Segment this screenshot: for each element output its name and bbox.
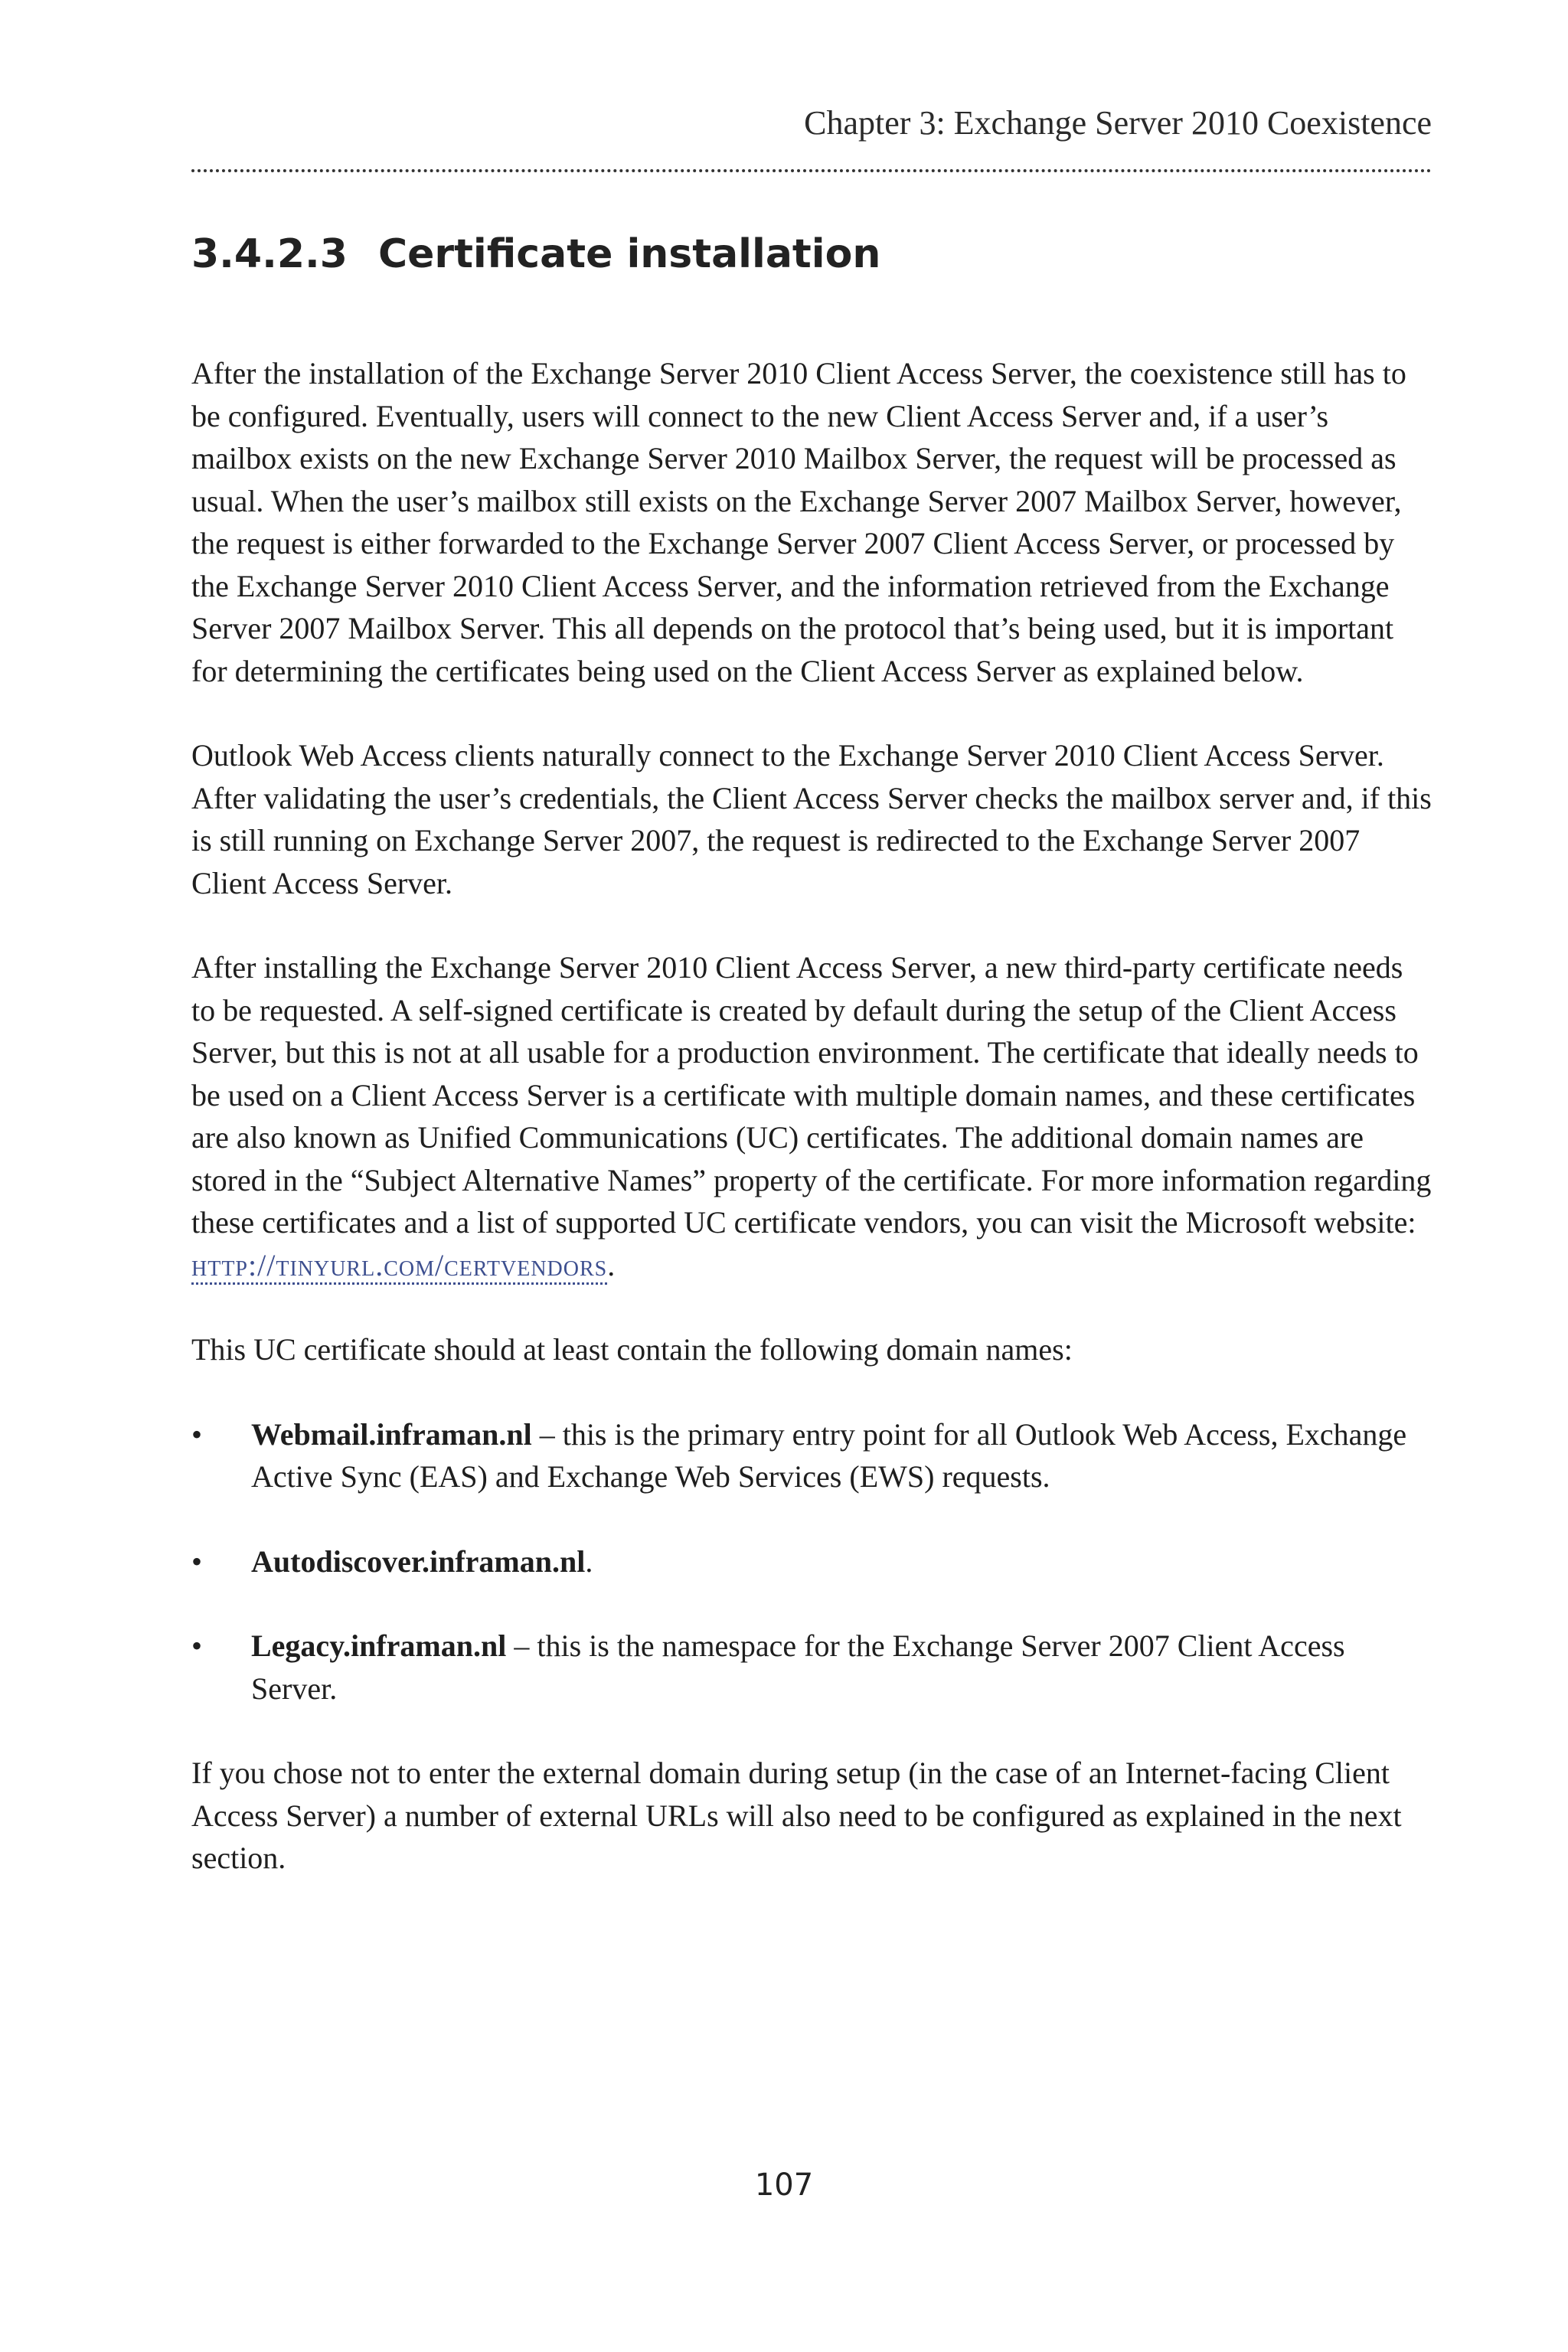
body-text <box>191 352 1432 1922</box>
list-item <box>191 1540 1432 1583</box>
running-header: Chapter 3: Exchange Server 2010 Coexistence <box>804 104 1432 142</box>
domain-list <box>191 1413 1432 1710</box>
domain-description: – this is the namespace for the Exchange Server 2007 Client Access Server. <box>251 1628 1345 1706</box>
cert-vendors-link[interactable]: http://tinyurl.com/certvendors <box>191 1248 607 1285</box>
section-number: 3.4.2.3 <box>191 231 348 277</box>
paragraph-certificate-text: After installing the Exchange Server 2010 Client Access Server, a new third-party certificate needs to be requested. A self-signed certificate is created by default during the setup of the Client Access Server, but this is not at all usable for a production environment. The certificate that ideally needs to be used on a Client Access Server is a certificate with multiple domain names, and these certificates are also known as Unified Communications (UC) certificates. The additional domain names are stored in the “Subject Alternative Names” property of the certificate. For more information regarding these certificates and a list of supported UC certificate vendors, you can visit the Microsoft website: <box>191 950 1432 1240</box>
bullet: • <box>191 1416 203 1452</box>
list-item <box>191 1625 1432 1710</box>
domain-name: Webmail.inframan.nl <box>251 1416 532 1452</box>
paragraph-external-urls: If you chose not to enter the external domain during setup (in the case of an Internet-facing Client Access Server) a number of external URLs will also need to be configured as explained in the next section. <box>191 1756 1402 1875</box>
paragraph-intro: After the installation of the Exchange Server 2010 Client Access Server, the coexistence still has to be configured. Eventually, users will connect to the new Client Access Server and, if a user’s mailbox exists on the new Exchange Server 2010 Mailbox Server, the request will be processed as usual. When the user’s mailbox still exists on the Exchange Server 2007 Mailbox Server, however, the request is either forwarded to the Exchange Server 2007 Client Access Server, or processed by the Exchange Server 2010 Client Access Server, and the information retrieved from the Exchange Server 2007 Mailbox Server. This all depends on the protocol that’s being used, but it is important for determining the certificates being used on the Client Access Server as explained below. <box>191 356 1406 688</box>
list-item <box>191 1413 1432 1498</box>
domain-name: Autodiscover.inframan.nl <box>251 1544 586 1579</box>
bullet: • <box>191 1544 203 1579</box>
paragraph-certificate-end: . <box>607 1247 616 1282</box>
paragraph-domain-intro: This UC certificate should at least contain the following domain names: <box>191 1332 1073 1367</box>
domain-description: . <box>585 1544 593 1579</box>
paragraph-certificate <box>191 946 1432 1286</box>
paragraph-owa: Outlook Web Access clients naturally connect to the Exchange Server 2010 Client Access Server. After validating the user’s credentials, the Client Access Server checks the mailbox server and, if this is still running on Exchange Server 2007, the request is redirected to the Exchange Server 2007 Client Access Server. <box>191 738 1432 900</box>
section-heading <box>191 230 880 279</box>
domain-description: – this is the primary entry point for all Outlook Web Access, Exchange Active Sync (EAS) and Exchange Web Services (EWS) requests. <box>251 1416 1407 1494</box>
domain-name: Legacy.inframan.nl <box>251 1628 507 1663</box>
header-dotted-rule <box>191 169 1432 172</box>
page-number: 107 <box>754 2167 814 2203</box>
bullet: • <box>191 1628 203 1663</box>
section-title: Certificate installation <box>378 231 881 277</box>
